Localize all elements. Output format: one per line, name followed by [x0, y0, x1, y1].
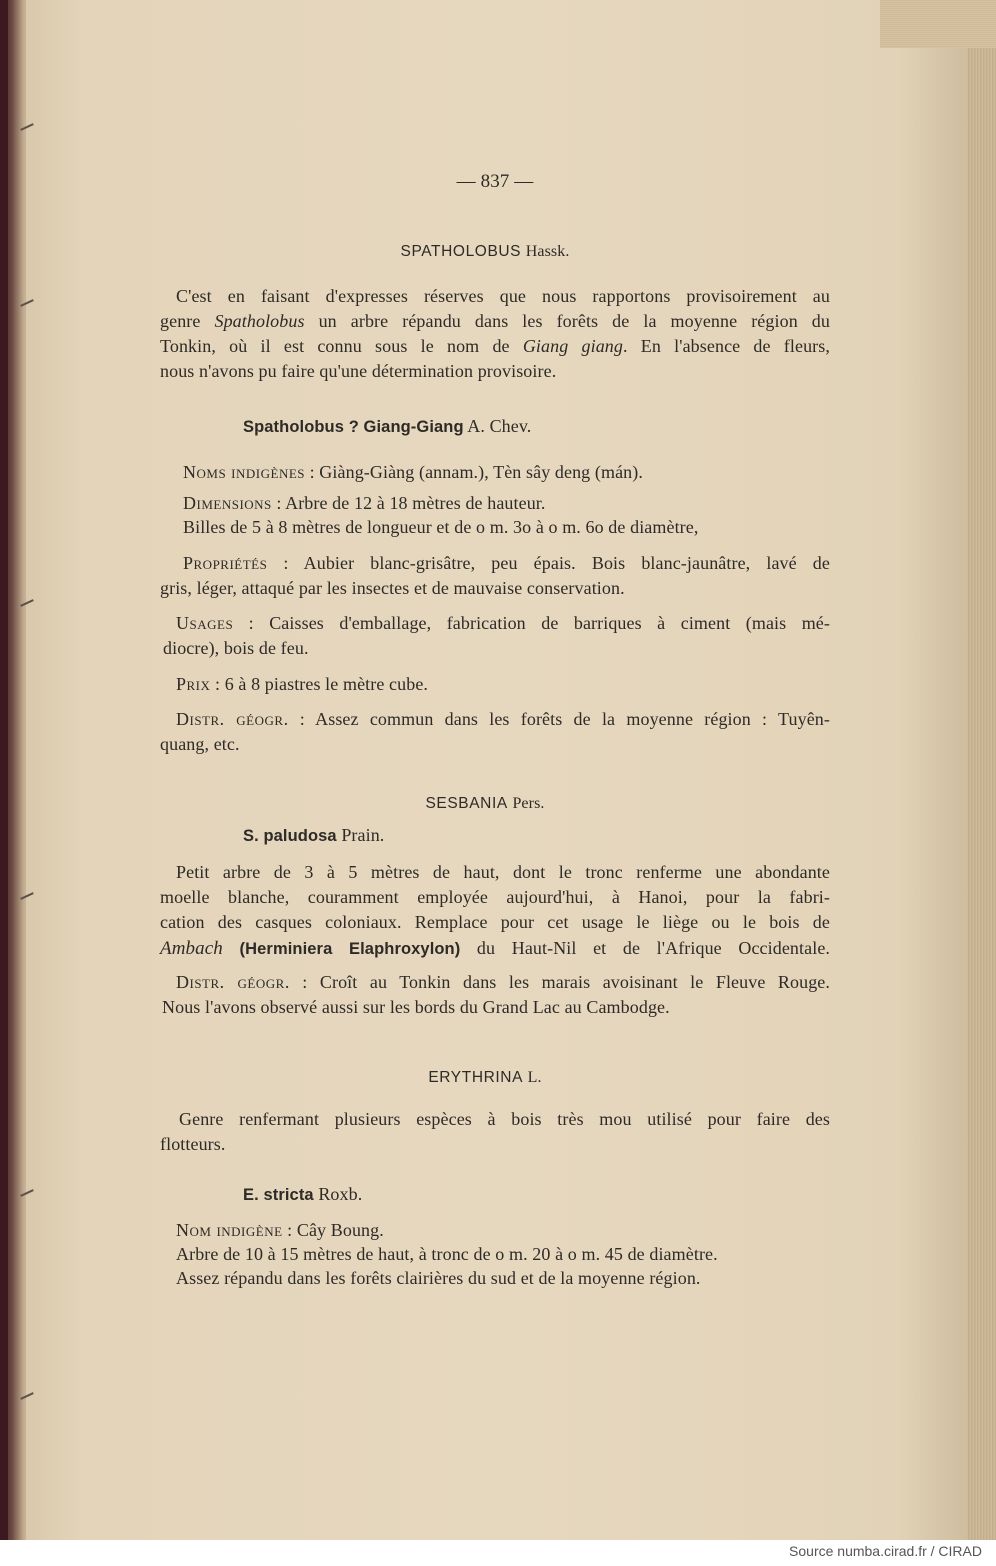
usages-cont: diocre), bois de feu.	[163, 638, 309, 658]
paper-page	[26, 0, 972, 1540]
usages: Usages : Caisses d'emballage, fabrication de barriques à ciment (mais mé-	[176, 613, 830, 633]
intro-line-1: C'est en faisant d'expresses réserves que nous rapportons provisoirement au	[176, 286, 830, 306]
erythrina-nom-indigene: Nom indigène : Cây Boung.	[176, 1220, 384, 1240]
distribution: Distr. géogr. : Assez commun dans les forêts de la moyenne région : Tuyên-	[176, 709, 831, 729]
erythrina-line-2: Assez répandu dans les forêts clairières du sud et de la moyenne région.	[176, 1268, 701, 1288]
intro-line-4: nous n'avons pu faire qu'une détermination provisoire.	[160, 361, 557, 381]
binding-spine	[0, 0, 8, 1540]
species-heading-sesbania: S. paludosa Prain.	[243, 825, 385, 845]
intro-line-3: Tonkin, où il est connu sous le nom de Giang giang. En l'absence de fleurs,	[160, 336, 830, 356]
erythrina-intro: Genre renfermant plusieurs espèces à bois très mou utilisé pour faire des	[179, 1109, 830, 1129]
page-edges-top	[880, 0, 996, 48]
proprietes: Propriétés : Aubier blanc-grisâtre, peu épais. Bois blanc-jaunâtre, lavé de	[183, 553, 830, 573]
noms-indigenes: Noms indigènes : Giàng-Giàng (annam.), Tèn sây deng (mán).	[183, 462, 643, 482]
sesbania-distribution: Distr. géogr. : Croît au Tonkin dans les marais avoisinant le Fleuve Rouge.	[176, 972, 830, 992]
source-credit: Source numba.cirad.fr / CIRAD	[789, 1543, 982, 1559]
intro-line-2: genre Spatholobus un arbre répandu dans les forêts de la moyenne région du	[160, 311, 830, 331]
sesbania-line-1: Petit arbre de 3 à 5 mètres de haut, dont le tronc renferme une abondante	[176, 862, 830, 882]
billes: Billes de 5 à 8 mètres de longueur et de o m. 3o à o m. 6o de diamètre,	[183, 517, 699, 537]
species-heading-erythrina: E. stricta Roxb.	[243, 1184, 363, 1204]
erythrina-line-1: Arbre de 10 à 15 mètres de haut, à tronc de o m. 20 à o m. 45 de diamètre.	[176, 1244, 718, 1264]
proprietes-cont: gris, léger, attaqué par les insectes et de mauvaise conservation.	[160, 578, 625, 598]
genus-heading-spatholobus: SPATHOLOBUS Hassk.	[400, 243, 570, 260]
sesbania-line-2: moelle blanche, couramment employée aujourd'hui, à Hanoi, pour la fabri-	[160, 887, 830, 907]
page-edges	[968, 0, 996, 1540]
sesbania-line-3: cation des casques coloniaux. Remplace pour cet usage le liège ou le bois de	[160, 912, 830, 932]
dimensions: Dimensions : Arbre de 12 à 18 mètres de hauteur.	[183, 493, 546, 513]
sesbania-distribution-cont: Nous l'avons observé aussi sur les bords du Grand Lac au Cambodge.	[162, 997, 670, 1017]
erythrina-intro-cont: flotteurs.	[160, 1134, 226, 1154]
genus-heading-erythrina: ERYTHRINA L.	[428, 1069, 542, 1086]
distribution-cont: quang, etc.	[160, 734, 240, 754]
sesbania-line-4: Ambach (Herminiera Elaphroxylon) du Haut-Nil et de l'Afrique Occidentale.	[160, 938, 831, 959]
species-heading-spatholobus: Spatholobus ? Giang-Giang A. Chev.	[243, 416, 532, 436]
page-number: — 837 —	[456, 171, 534, 192]
prix: Prix : 6 à 8 piastres le mètre cube.	[176, 674, 429, 694]
genus-heading-sesbania: SESBANIA Pers.	[425, 795, 545, 812]
